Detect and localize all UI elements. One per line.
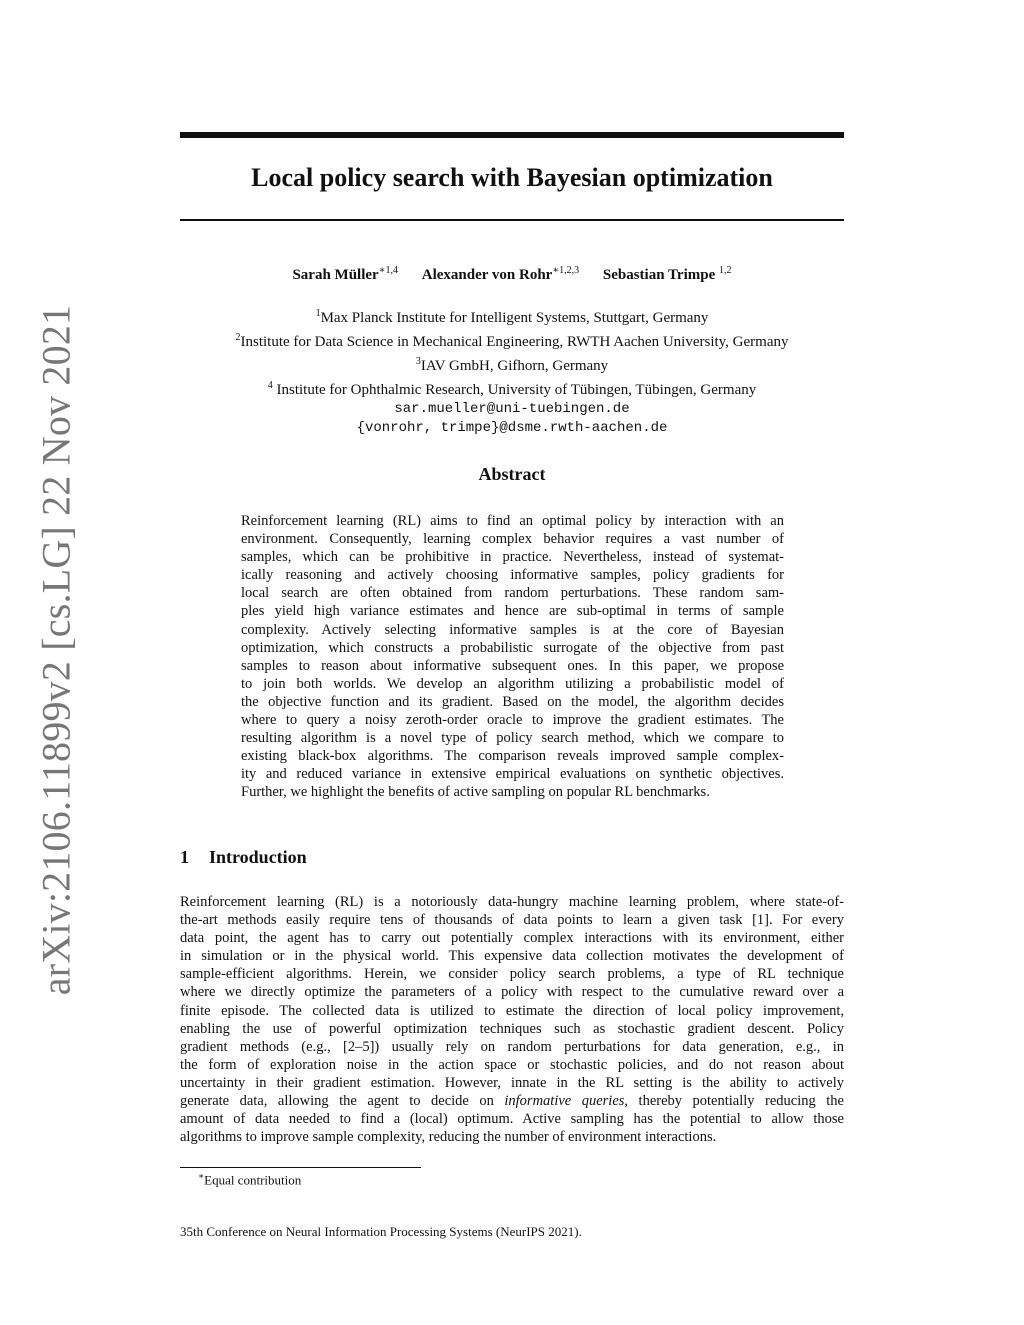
paragraph-line: the form of exploration noise in the action space or stochastic policies, and do not reason about bbox=[180, 1056, 844, 1073]
abstract-line: ples yield high variance estimates and hence are sub-optimal in terms of sample bbox=[241, 603, 784, 620]
conference-notice: 35th Conference on Neural Information Processing Systems (NeurIPS 2021). bbox=[180, 1224, 582, 1239]
abstract-line: optimization, which constructs a probabilistic surrogate of the objective from past bbox=[241, 639, 784, 656]
abstract-line: existing black-box algorithms. The comparison reveals improved sample complex- bbox=[241, 748, 784, 765]
paragraph-line: Reinforcement learning (RL) is a notoriously data-hungry machine learning problem, where state-of- bbox=[180, 894, 844, 910]
abstract-line: samples, which can be prohibitive in practice. Nevertheless, instead of systemat- bbox=[241, 549, 784, 566]
paragraph-line: uncertainty in their gradient estimation. However, innate in the RL setting is the ability to actively bbox=[180, 1074, 844, 1091]
abstract-line: environment. Consequently, learning complex behavior requires a vast number of bbox=[241, 531, 784, 548]
abstract-line: Reinforcement learning (RL) aims to find an optimal policy by interaction with an bbox=[241, 513, 784, 529]
paragraph-line: enabling the use of powerful optimization techniques such as stochastic gradient descent. Policy bbox=[180, 1020, 844, 1037]
paragraph-line: amount of data needed to find a (local) optimum. Active sampling has the potential to allow those bbox=[180, 1111, 844, 1128]
affiliations bbox=[180, 304, 844, 438]
abstract-line: complexity. Actively selecting informative samples is at the core of Bayesian bbox=[241, 621, 784, 638]
section-title: Introduction bbox=[209, 847, 307, 867]
paragraph-line: sample-efficient algorithms. Herein, we consider policy search problems, a type of RL technique bbox=[180, 966, 844, 983]
abstract-line: samples to reason about informative subsequent ones. In this paper, we propose bbox=[241, 657, 784, 674]
author-list bbox=[180, 265, 844, 284]
abstract-line: where to query a noisy zeroth-order oracle to improve the gradient estimates. The bbox=[241, 712, 784, 729]
paragraph-line: in simulation or in the physical world. This expensive data collection motivates the development of bbox=[180, 948, 844, 965]
abstract-line: local search are often obtained from random perturbations. These random sam- bbox=[241, 585, 784, 602]
affiliation: $^3$IAV GmbH, Gifhorn, Germany bbox=[415, 356, 609, 374]
paragraph-line: generate data, allowing the agent to decide on informative queries, thereby potentially reducing the bbox=[180, 1093, 844, 1110]
footnote-rule bbox=[180, 1167, 421, 1168]
section-heading bbox=[180, 847, 307, 868]
author: Sarah Müller$^{∗1,4}$ bbox=[292, 265, 399, 283]
abstract-heading: Abstract bbox=[478, 464, 546, 484]
paragraph-line: data point, the agent has to carry out potentially complex interactions with its environment, either bbox=[180, 930, 844, 947]
affiliation: $^1$Max Planck Institute for Intelligent Systems, Stuttgart, Germany bbox=[315, 308, 709, 326]
email-address[interactable]: sar.mueller@uni-tuebingen.de bbox=[394, 401, 630, 417]
affiliation: $^4$ Institute for Ophthalmic Research, University of Tübingen, Tübingen, Germany bbox=[267, 380, 757, 398]
abstract-line: ity and reduced variance in extensive empirical evaluations on synthetic objectives. bbox=[241, 766, 784, 783]
paragraph-line: finite episode. The collected data is utilized to estimate the direction of local policy improvement, bbox=[180, 1002, 844, 1019]
paragraph-line: where we directly optimize the parameters of a policy with respect to the cumulative reward over a bbox=[180, 984, 844, 1001]
abstract-line: ically reasoning and actively choosing informative samples, policy gradients for bbox=[241, 567, 784, 584]
paper-title: Local policy search with Bayesian optimization bbox=[251, 163, 773, 192]
title-top-rule bbox=[180, 132, 844, 138]
section-number: 1 bbox=[180, 847, 189, 867]
paragraph-line: the-art methods easily require tens of thousands of data points to learn a given task [1]. For every bbox=[180, 912, 844, 929]
email-address[interactable]: {vonrohr, trimpe}@dsme.rwth-aachen.de bbox=[356, 420, 668, 436]
abstract-line: the objective function and its gradient. Based on the model, the algorithm decides bbox=[241, 693, 784, 710]
abstract-line: Further, we highlight the benefits of active sampling on popular RL benchmarks. bbox=[241, 784, 710, 801]
author: Alexander von Rohr$^{∗1,2,3}$ bbox=[421, 265, 580, 283]
paragraph-line: gradient methods (e.g., [2–5]) usually rely on random perturbations for data generation, e.g., in bbox=[180, 1038, 844, 1055]
italic-term: informative queries bbox=[504, 1093, 625, 1110]
abstract-line: to join both worlds. We develop an algorithm utilizing a probabilistic model of bbox=[241, 675, 784, 692]
affiliation: $^2$Institute for Data Science in Mechanical Engineering, RWTH Aachen University, Germany bbox=[235, 332, 789, 350]
title-bottom-rule bbox=[180, 219, 844, 221]
abstract-line: resulting algorithm is a novel type of policy search method, which we compare to bbox=[241, 730, 784, 747]
introduction-paragraph bbox=[180, 893, 844, 1146]
arxiv-identifier-stamp: arXiv:2106.11899v2 [cs.LG] 22 Nov 2021 bbox=[33, 304, 79, 996]
paragraph-line: algorithms to improve sample complexity, reducing the number of environment interactions. bbox=[180, 1129, 717, 1146]
author: Sebastian Trimpe $^{1,2}$ bbox=[602, 265, 732, 283]
abstract-text bbox=[241, 512, 784, 802]
footnote: ∗Equal contribution bbox=[198, 1171, 302, 1188]
